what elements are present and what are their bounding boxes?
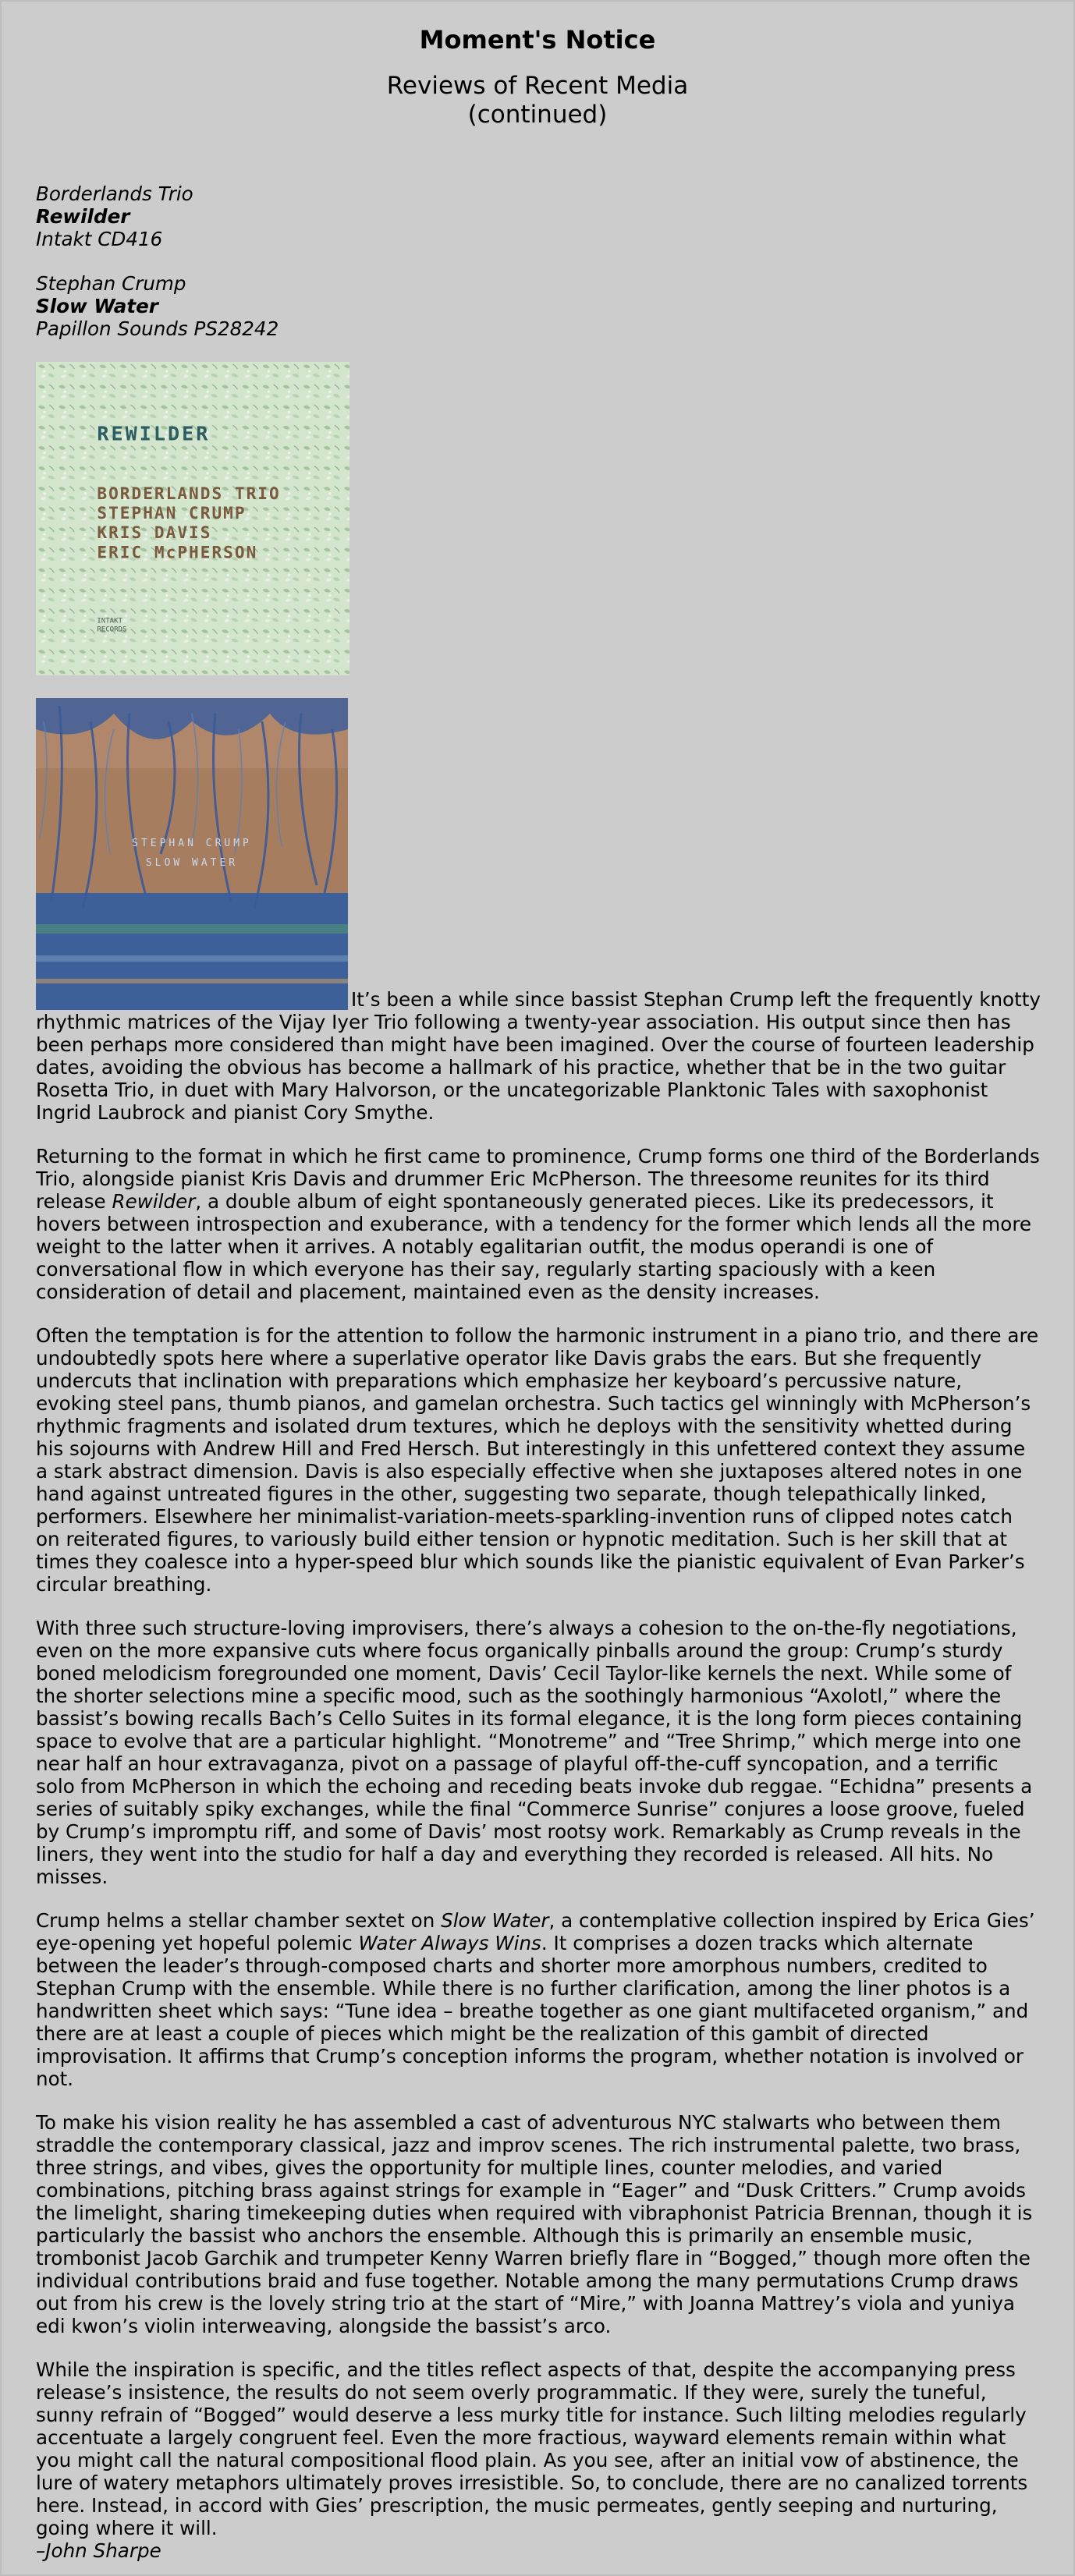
album-label: Intakt CD416 (36, 228, 163, 250)
subtitle-line: Reviews of Recent Media (386, 72, 689, 100)
cover-label-text: INTAKT (97, 617, 123, 625)
reviewer-signature: –John Sharpe (36, 2539, 161, 2562)
cover-title-text: SLOW WATER (145, 857, 239, 869)
rewilder-album-cover (36, 362, 349, 675)
page-subtitle (2, 72, 1073, 129)
album-artist: Borderlands Trio (36, 182, 193, 205)
review-paragraph: Often the temptation is for the attention to follow the harmonic instrument in a piano trio, and there are undoubtedly spots here where a superlative operator like Davis grabs the ears. But she frequently undercuts that inclination with preparations which emphasize her keyboard’s percussive nature, evoking steel pans, thumb pianos, and gamelan orchestra. Such tactics gel winningly with McPherson’s rhythmic fragments and isolated drum textures, which he deploys with the sensitivity whetted during his sojourns with Andrew Hill and Fred Hersch. But interestingly in this unfettered context they assume a stark abstract dimension. Davis is also especially effective when she juxtaposes altered notes in one hand against untreated figures in the other, suggesting two separate, though telepathically linked, performers. Elsewhere her minimalist-variation-meets-sparkling-invention runs of clipped notes catch on reiterated figures, to variously build either tension or hypnotic meditation. Such is her skill that at times they coalesce into a hyper-speed blur which sounds like the pianistic equivalent of Evan Parker’s circular breathing. (36, 1324, 1039, 1596)
article-content (36, 182, 1042, 2562)
review-paragraph: With three such structure-loving improvisers, there’s always a cohesion to the on-the-fly negotiations, even on the more expansive cuts where focus organically pinballs around the group: Crump’s sturdy boned melodicism foregrounded one moment, Davis’ Cecil Taylor-like kernels the next. While some of the shorter selections mine a specific mood, such as the soothingly harmonious “Axolotl,” where the bassist’s bowing recalls Bach’s Cello Suites in its formal elegance, it is the long form pieces containing space to evolve that are a particular highlight. “Monotreme” and “Tree Shrimp,” which merge into one near half an hour extravaganza, pivot on a passage of playful off-the-cuff syncopation, and a terrific solo from McPherson in which the echoing and receding beats invoke dub reggae. “Echidna” presents a series of suitably spiky exchanges, while the final “Commerce Sunrise” conjures a loose groove, fueled by Crump’s impromptu riff, and some of Davis’ most rootsy work. Remarkably as Crump reveals in the liners, they went into the studio for half a day and everything they recorded is released. All hits. No misses. (36, 1617, 1033, 1888)
album-artist: Stephan Crump (36, 272, 186, 295)
slow-water-album-cover (36, 697, 348, 1011)
paragraph-text: Crump helms a stellar chamber sextet on (36, 1909, 442, 1932)
book-title-inline: Water Always Wins (358, 1932, 541, 1954)
cover-name: BORDERLANDS TRIO (97, 483, 281, 503)
cover-name: STEPHAN CRUMP (97, 503, 247, 523)
paragraph-text: Returning to the format in which he first came to prominence, Crump forms one third of the Borderlands Trio, alongside pianist Kris Davis and drummer Eric McPherson. The threesome reunites for its third release (36, 1145, 1040, 1213)
paragraph-text: , a double album of eight spontaneously generated pieces. Like its predecessors, it hovers between introspection and exuberance, with a tendency for the former which lends all the more weight to the latter when it arrives. A notably egalitarian outfit, the modus operandi is one of conversational flow in which everyone has their say, regularly starting spaciously with a keen consideration of detail and placement, maintained even as the density increases. (36, 1190, 1032, 1303)
album-title-inline: Rewilder (112, 1190, 196, 1213)
cover-name: KRIS DAVIS (97, 523, 212, 543)
paragraph-text: . It comprises a dozen tracks which alternate between the leader’s through-composed charts and shorter more amorphous numbers, credited to Stephan Crump with the ensemble. While there is no further clarification, among the liner photos is a handwritten sheet which says: “Tune idea – breathe together as one giant multifaceted organism,” and there are at least a couple of pieces which might be the realization of this gambit of directed improvisation. It affirms that Crump’s conception informs the program, whether notation is involved or not. (36, 1932, 1029, 2090)
album-label: Papillon Sounds PS28242 (36, 317, 279, 340)
album-credit (36, 182, 1042, 250)
album-title: Rewilder (36, 205, 130, 228)
review-paragraph (36, 697, 1042, 1124)
review-paragraph (36, 1145, 1042, 1303)
paragraph-text: , a contemplative collection inspired by Erica Gies’ eye-opening yet hopeful polemic (36, 1909, 1035, 1954)
review-paragraph: To make his vision reality he has assembled a cast of adventurous NYC stalwarts who between them straddle the contemporary classical, jazz and improv scenes. The rich instrumental palette, two brass, three strings, and vibes, gives the opportunity for multiple lines, counter melodies, and varied combinations, pitching brass against strings for example in “Eager” and “Dusk Critters.” Crump avoids the limelight, sharing timekeeping duties when required with vibraphonist Patricia Brennan, though it is particularly the bassist who anchors the ensemble. Although this is primarily an ensemble music, trombonist Jacob Garchik and trumpeter Kenny Warren briefly flare in “Bogged,” though more often the individual contributions braid and fuse together. Notable among the many permutations Crump draws out from his crew is the lovely string trio at the start of “Mire,” with Joanna Mattrey’s viola and yuniya edi kwon’s violin interweaving, alongside the bassist’s arco. (36, 2111, 1033, 2337)
cover-title-text: REWILDER (97, 422, 211, 445)
cover-name: ERIC McPHERSON (97, 542, 258, 562)
subtitle-continued: (continued) (467, 101, 608, 129)
album-title: Slow Water (36, 295, 158, 317)
album-title-inline: Slow Water (441, 1909, 549, 1932)
cover-artist-text: STEPHAN CRUMP (132, 838, 252, 849)
paragraph-text: While the inspiration is specific, and the titles reflect aspects of that, despite the accompanying press release’s insistence, the results do not seem overly programmatic. If they were, surely the tuneful, sunny refrain of “Bogged” would deserve a less murky title for instance. Such lilting melodies regularly accentuate a largely congruent feel. Even the more fractious, wayward elements remain within what you might call the natural compositional flood plain. As you see, after an initial vow of abstinence, the lure of watery metaphors ultimately proves irresistible. So, to conclude, there are no canalized torrents here. Instead, in accord with Gies’ prescription, the music permeates, gently seeping and nurturing, going where it will. (36, 2358, 1028, 2539)
album-credit (36, 272, 1042, 340)
review-paragraph (36, 2358, 1042, 2562)
site-title: Moment's Notice (419, 25, 656, 55)
cover-label-text: RECORDS (97, 625, 127, 634)
paragraph-text: It’s been a while since bassist Stephan Crump left the frequently knotty rhythmic matrices of the Vijay Iyer Trio following a twenty-year association. His output since then has been perhaps more considered than might have been imagined. Over the course of fourteen leadership dates, avoiding the obvious has become a hallmark of his practice, whether that be in the two guitar Rosetta Trio, in duet with Mary Halvorson, or the uncategorizable Planktonic Tales with saxophonist Ingrid Laubrock and pianist Cory Smythe. (36, 988, 1041, 1124)
review-paragraph (36, 1909, 1042, 2090)
